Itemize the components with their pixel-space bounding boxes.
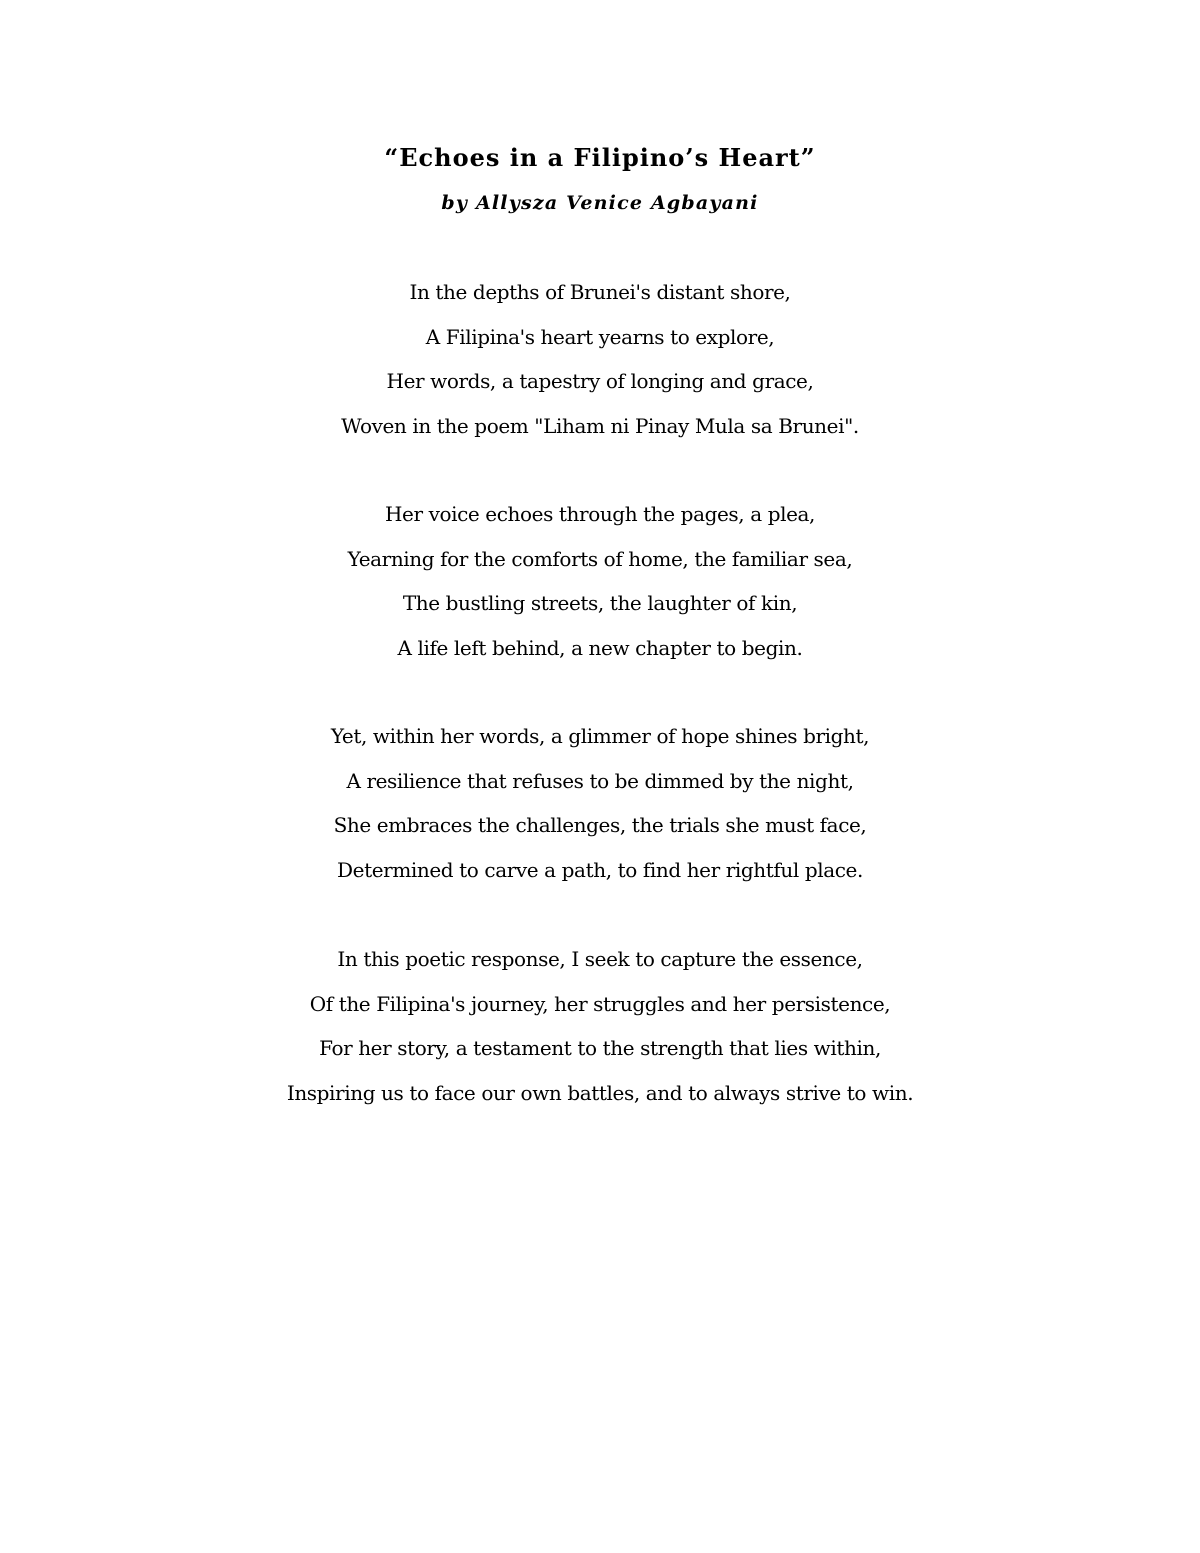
poem-author: by Allysza Venice Agbayani [441, 192, 759, 214]
poem-line: A life left behind, a new chapter to begin. [397, 635, 803, 660]
poem-line: Yet, within her words, a glimmer of hope shines bright, [330, 724, 870, 748]
poem-line: Determined to carve a path, to find her rightful place. [337, 857, 863, 882]
stanza-2 [0, 492, 1200, 670]
stanza-3 [0, 714, 1200, 892]
poem-line: Yearning for the comforts of home, the familiar sea, [347, 546, 853, 571]
poem-line: The bustling streets, the laughter of kin, [402, 591, 798, 615]
poem-line: For her story, a testament to the strength that lies within, [319, 1036, 881, 1060]
poem-line: In this poetic response, I seek to capture the essence, [337, 947, 863, 971]
poem-line: She embraces the challenges, the trials she must face, [333, 813, 867, 837]
poem-line: Her words, a tapestry of longing and grace, [386, 369, 814, 393]
poem-line: Of the Filipina's journey, her struggles and her persistence, [309, 991, 891, 1016]
poem-line: A Filipina's heart yearns to explore, [425, 324, 775, 349]
poem-line: Woven in the poem "Liham ni Pinay Mula sa Brunei". [341, 413, 859, 438]
poem-line: Her voice echoes through the pages, a plea, [384, 502, 816, 526]
stanza-1 [0, 270, 1200, 448]
poem-title: “Echoes in a Filipino’s Heart” [384, 143, 816, 172]
poem-line: In the depths of Brunei's distant shore, [409, 280, 791, 304]
stanza-4 [0, 937, 1200, 1115]
poem-line: A resilience that refuses to be dimmed by the night, [346, 768, 854, 793]
poem-line: Inspiring us to face our own battles, and to always strive to win. [286, 1080, 914, 1105]
